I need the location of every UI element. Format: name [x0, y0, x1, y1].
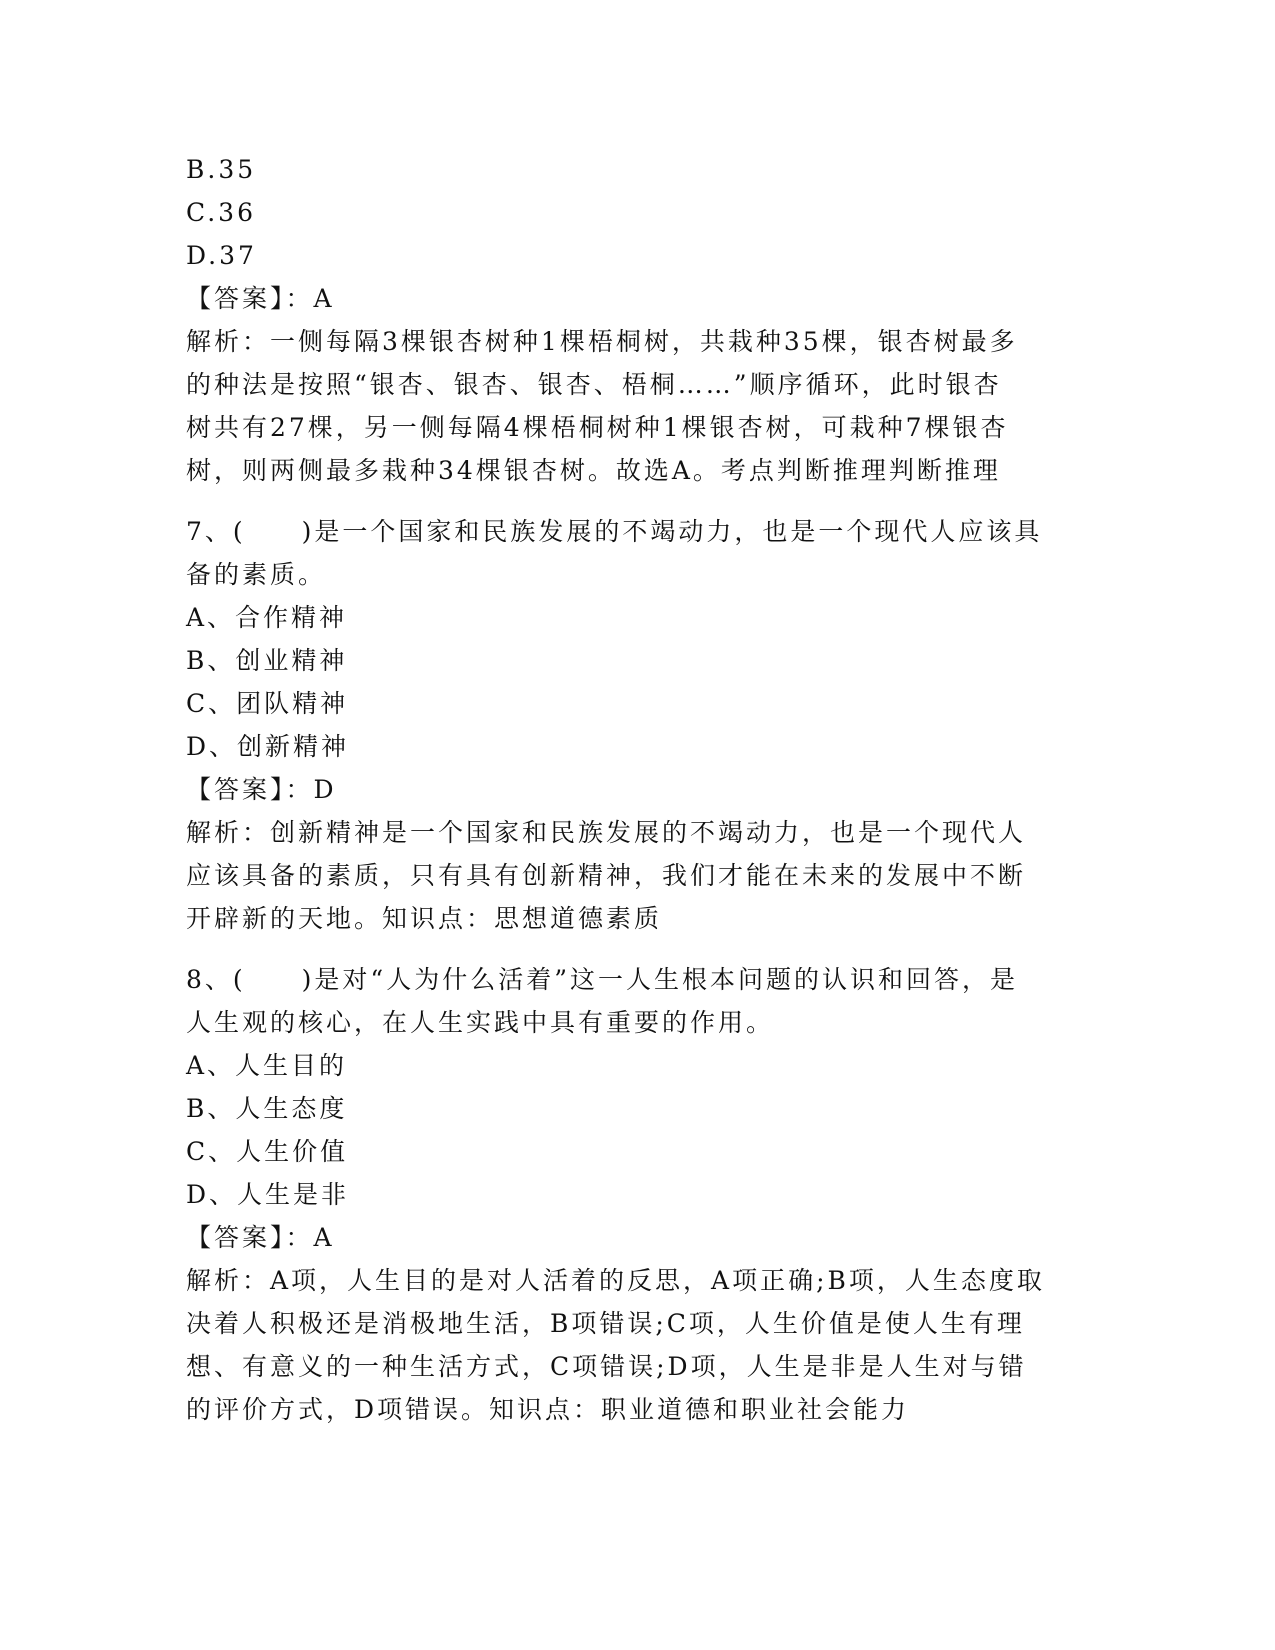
analysis-line: 的种法是按照“银杏、银杏、银杏、梧桐……”顺序循环，此时银杏 [186, 370, 1002, 399]
question-6 [186, 148, 1086, 492]
analysis-line: 的评价方式，D项错误。知识点：职业道德和职业社会能力 [186, 1395, 910, 1424]
document-page [186, 148, 1086, 1431]
option-d: D.37 [186, 241, 257, 270]
answer-label: 【答案】：A [186, 284, 335, 313]
analysis-line: 决着人积极还是消极地生活，B项错误;C项，人生价值是使人生有理 [186, 1309, 1025, 1338]
option-b: B.35 [186, 155, 257, 184]
option-b: B、人生态度 [186, 1094, 348, 1123]
stem-line: 人生观的核心，在人生实践中具有重要的作用。 [186, 1008, 775, 1037]
answer-label: 【答案】：D [186, 775, 337, 804]
analysis [186, 811, 1086, 940]
analysis-line: 开辟新的天地。知识点：思想道德素质 [186, 904, 663, 933]
analysis [186, 320, 1086, 492]
option-b: B、创业精神 [186, 646, 348, 675]
option-a: A、合作精神 [186, 603, 348, 632]
analysis-line: 树共有27棵，另一侧每隔4棵梧桐树种1棵银杏树，可栽种7棵银杏 [186, 413, 1009, 442]
question-7 [186, 510, 1086, 940]
analysis-line: 解析：创新精神是一个国家和民族发展的不竭动力，也是一个现代人 [186, 818, 1027, 847]
analysis-line: 解析：A项，人生目的是对人活着的反思，A项正确;B项，人生态度取 [186, 1266, 1045, 1295]
option-c: C.36 [186, 198, 256, 227]
analysis-line: 树，则两侧最多栽种34棵银杏树。故选A。考点判断推理判断推理 [186, 456, 1001, 485]
question-stem [186, 958, 1086, 1044]
stem-line: 7、( )是一个国家和民族发展的不竭动力，也是一个现代人应该具 [186, 517, 1043, 546]
analysis [186, 1259, 1086, 1431]
question-8 [186, 958, 1086, 1431]
option-d: D、人生是非 [186, 1180, 350, 1209]
answer-label: 【答案】：A [186, 1223, 335, 1252]
stem-line: 8、( )是对“人为什么活着”这一人生根本问题的认识和回答，是 [186, 965, 1018, 994]
option-c: C、人生价值 [186, 1137, 349, 1166]
stem-line: 备的素质。 [186, 560, 327, 589]
question-stem [186, 510, 1086, 596]
analysis-line: 想、有意义的一种生活方式，C项错误;D项，人生是非是人生对与错 [186, 1352, 1027, 1381]
analysis-line: 解析：一侧每隔3棵银杏树种1棵梧桐树，共栽种35棵，银杏树最多 [186, 327, 1018, 356]
option-c: C、团队精神 [186, 689, 349, 718]
option-a: A、人生目的 [186, 1051, 348, 1080]
analysis-line: 应该具备的素质，只有具有创新精神，我们才能在未来的发展中不断 [186, 861, 1027, 890]
option-d: D、创新精神 [186, 732, 350, 761]
